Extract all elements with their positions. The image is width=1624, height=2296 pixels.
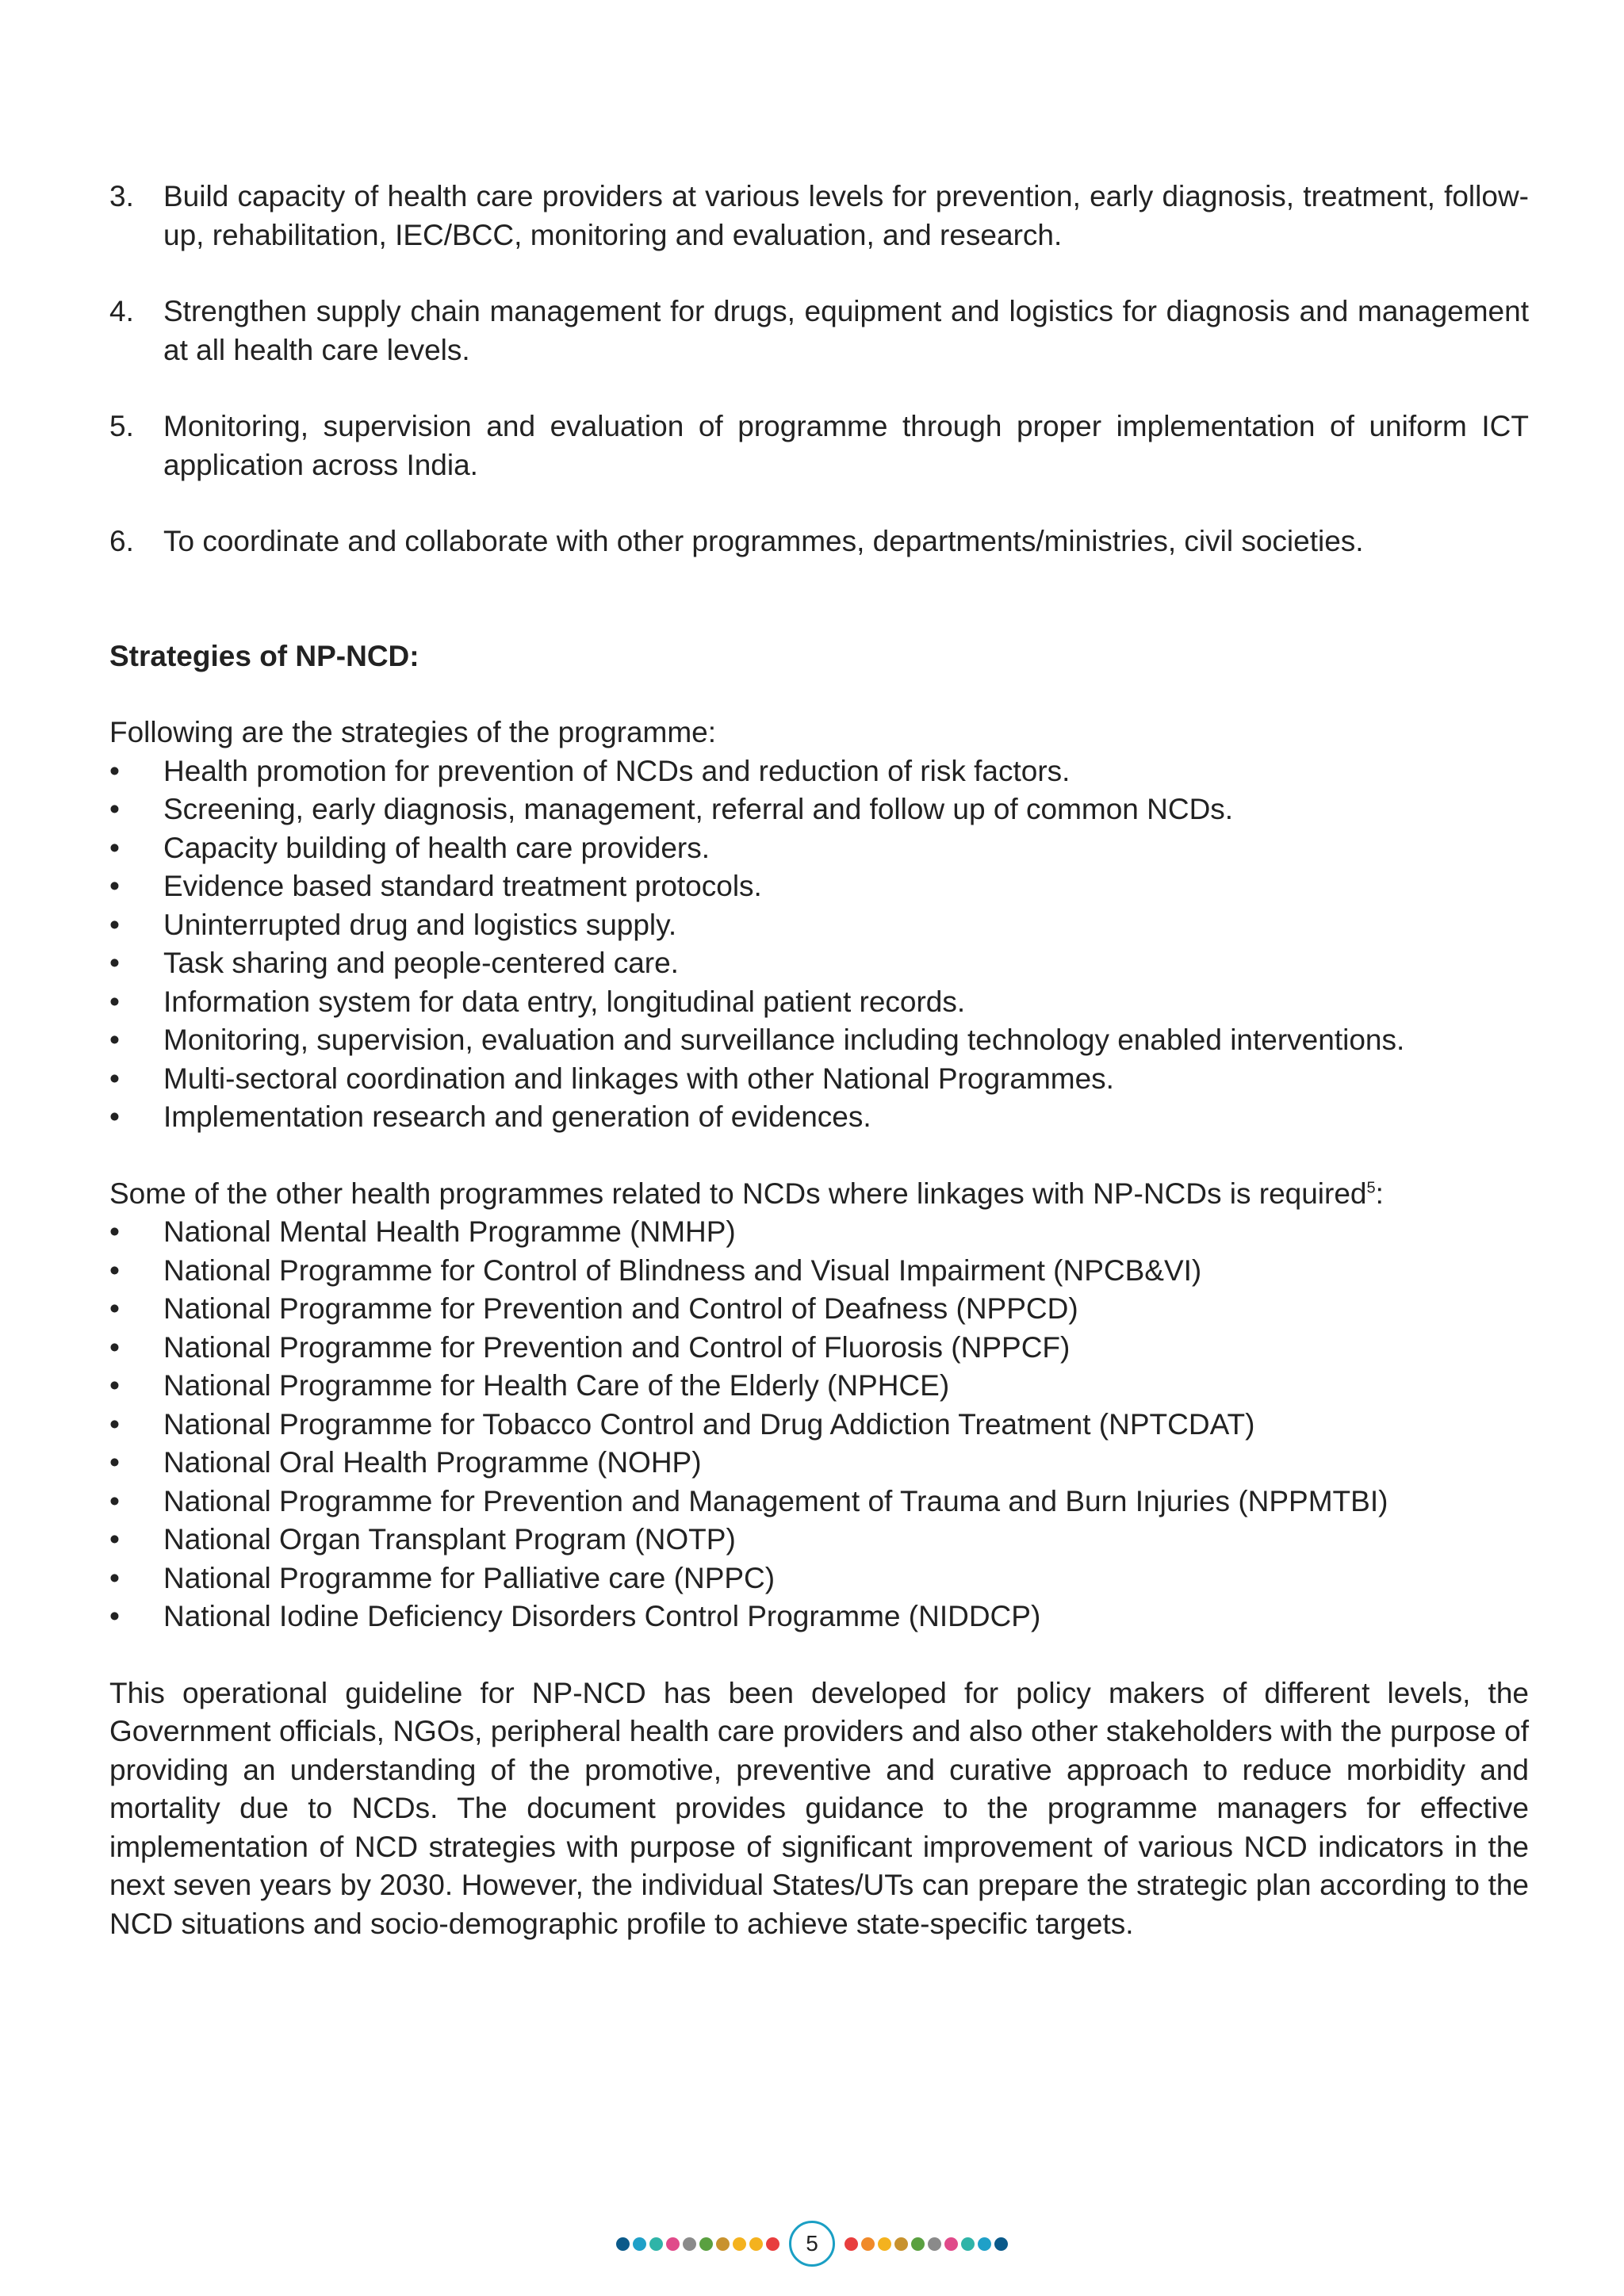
bullet-icon: • xyxy=(109,754,120,787)
section-heading: Strategies of NP-NCD: xyxy=(109,639,419,672)
bullet-icon: • xyxy=(109,1369,120,1402)
decorative-dot-icon xyxy=(994,2237,1008,2251)
page-content xyxy=(109,178,1529,1943)
bullet-icon: • xyxy=(109,947,120,979)
bullet-icon: • xyxy=(109,1330,120,1364)
bullet-icon: • xyxy=(109,1561,120,1594)
list-item: • Screening, early diagnosis, management, referral and follow up of common NCDs. xyxy=(109,790,1529,829)
decorative-dot-icon xyxy=(978,2237,991,2251)
list-number: 3. xyxy=(109,180,134,212)
decorative-dot-icon xyxy=(666,2237,680,2251)
footer-dots-left xyxy=(615,2237,781,2251)
list-item-text: Build capacity of health care providers at various levels for prevention, early diagnosis, treatment, follow-up, rehabilitation, IEC/BCC, monitoring and evaluation, and research. xyxy=(163,180,1529,251)
bullet-icon: • xyxy=(109,1253,120,1287)
decorative-dot-icon xyxy=(961,2237,975,2251)
bullet-icon: • xyxy=(109,1062,120,1095)
strategies-bullet-list xyxy=(109,752,1529,1137)
numbered-list-item xyxy=(109,408,1529,484)
bullet-icon: • xyxy=(109,1600,120,1632)
bullet-icon: • xyxy=(109,1292,120,1325)
list-item: • National Programme for Prevention and Control of Deafness (NPPCD) xyxy=(109,1290,1529,1329)
numbered-list-item xyxy=(109,522,1529,561)
list-item: • Uninterrupted drug and logistics supply. xyxy=(109,906,1529,945)
bullet-icon: • xyxy=(109,1407,120,1441)
list-item: • Capacity building of health care providers. xyxy=(109,829,1529,868)
list-item-text: To coordinate and collaborate with other programmes, departments/ministries, civil societies. xyxy=(163,525,1364,557)
numbered-list-item xyxy=(109,293,1529,369)
list-item: • Information system for data entry, longitudinal patient records. xyxy=(109,983,1529,1022)
linked-programmes-bullet-list xyxy=(109,1213,1529,1636)
decorative-dot-icon xyxy=(616,2237,630,2251)
decorative-dot-icon xyxy=(944,2237,958,2251)
decorative-dot-icon xyxy=(766,2237,779,2251)
decorative-dot-icon xyxy=(633,2237,646,2251)
bullet-icon: • xyxy=(109,985,120,1018)
decorative-dot-icon xyxy=(928,2237,941,2251)
footnote-reference: 5 xyxy=(1366,1179,1376,1197)
bullet-icon: • xyxy=(109,908,120,941)
list-item: • National Programme for Health Care of the Elderly (NPHCE) xyxy=(109,1367,1529,1406)
list-item: • National Programme for Control of Blindness and Visual Impairment (NPCB&VI) xyxy=(109,1252,1529,1291)
list-item: • Evidence based standard treatment protocols. xyxy=(109,867,1529,906)
decorative-dot-icon xyxy=(733,2237,746,2251)
decorative-dot-icon xyxy=(749,2237,763,2251)
decorative-dot-icon xyxy=(911,2237,925,2251)
list-item: • National Organ Transplant Program (NOTP) xyxy=(109,1521,1529,1559)
decorative-dot-icon xyxy=(878,2237,891,2251)
bullet-icon: • xyxy=(109,1024,120,1056)
list-number: 5. xyxy=(109,410,134,442)
list-item: • National Programme for Tobacco Control and Drug Addiction Treatment (NPTCDAT) xyxy=(109,1406,1529,1445)
bullet-icon: • xyxy=(109,870,120,902)
decorative-dot-icon xyxy=(699,2237,713,2251)
list-item-text: Monitoring, supervision and evaluation of programme through proper implementation of uniform ICT application across India. xyxy=(163,410,1529,481)
list-item: • National Mental Health Programme (NMHP) xyxy=(109,1213,1529,1252)
strategies-intro: Following are the strategies of the programme: xyxy=(109,716,717,748)
decorative-dot-icon xyxy=(845,2237,858,2251)
list-number: 6. xyxy=(109,525,134,557)
list-item: • Health promotion for prevention of NCDs and reduction of risk factors. xyxy=(109,752,1529,791)
numbered-list-item xyxy=(109,178,1529,254)
decorative-dot-icon xyxy=(894,2237,908,2251)
list-item: • Monitoring, supervision, evaluation and surveillance including technology enabled interventions. xyxy=(109,1021,1529,1060)
list-item-text: Strengthen supply chain management for drugs, equipment and logistics for diagnosis and management at all health care levels. xyxy=(163,295,1529,366)
list-item: • National Oral Health Programme (NOHP) xyxy=(109,1444,1529,1483)
decorative-dot-icon xyxy=(716,2237,730,2251)
list-item: • National Programme for Prevention and Control of Fluorosis (NPPCF) xyxy=(109,1329,1529,1368)
bullet-icon: • xyxy=(109,1215,120,1248)
linked-programmes-intro: Some of the other health programmes related to NCDs where linkages with NP-NCDs is required$^5$: xyxy=(109,1177,1384,1210)
page-number: 5 xyxy=(789,2221,835,2267)
bullet-icon: • xyxy=(109,831,120,864)
list-item: • National Iodine Deficiency Disorders Control Programme (NIDDCP) xyxy=(109,1598,1529,1636)
bullet-icon: • xyxy=(109,1484,120,1517)
list-item: • Multi-sectoral coordination and linkages with other National Programmes. xyxy=(109,1060,1529,1099)
bullet-icon: • xyxy=(109,1446,120,1479)
list-number: 4. xyxy=(109,295,134,327)
bullet-icon: • xyxy=(109,793,120,825)
objectives-numbered-list xyxy=(109,178,1529,561)
decorative-dot-icon xyxy=(683,2237,696,2251)
bullet-icon: • xyxy=(109,1100,120,1133)
footer-dots-right xyxy=(843,2237,1009,2251)
list-item: • National Programme for Prevention and Management of Trauma and Burn Injuries (NPPMTBI) xyxy=(109,1483,1529,1521)
closing-paragraph: This operational guideline for NP-NCD has been developed for policy makers of different levels, the Government officials, NGOs, peripheral health care providers and also other stakeholders with the purpose of providing an understanding of the promotive, preventive and curative approach to reduce morbidity and mortality due to NCDs. The document provides guidance to the programme managers for effective implementation of NCD strategies with purpose of significant improvement of various NCD indicators in the next seven years by 2030. However, the individual States/UTs can prepare the strategic plan according to the NCD situations and socio-demographic profile to achieve state-specific targets. xyxy=(109,1676,1529,1940)
list-item: • Implementation research and generation of evidences. xyxy=(109,1098,1529,1137)
decorative-dot-icon xyxy=(861,2237,875,2251)
decorative-dot-icon xyxy=(649,2237,663,2251)
page-footer xyxy=(0,2220,1624,2267)
list-item: • National Programme for Palliative care (NPPC) xyxy=(109,1559,1529,1598)
list-item: • Task sharing and people-centered care. xyxy=(109,944,1529,983)
bullet-icon: • xyxy=(109,1523,120,1556)
